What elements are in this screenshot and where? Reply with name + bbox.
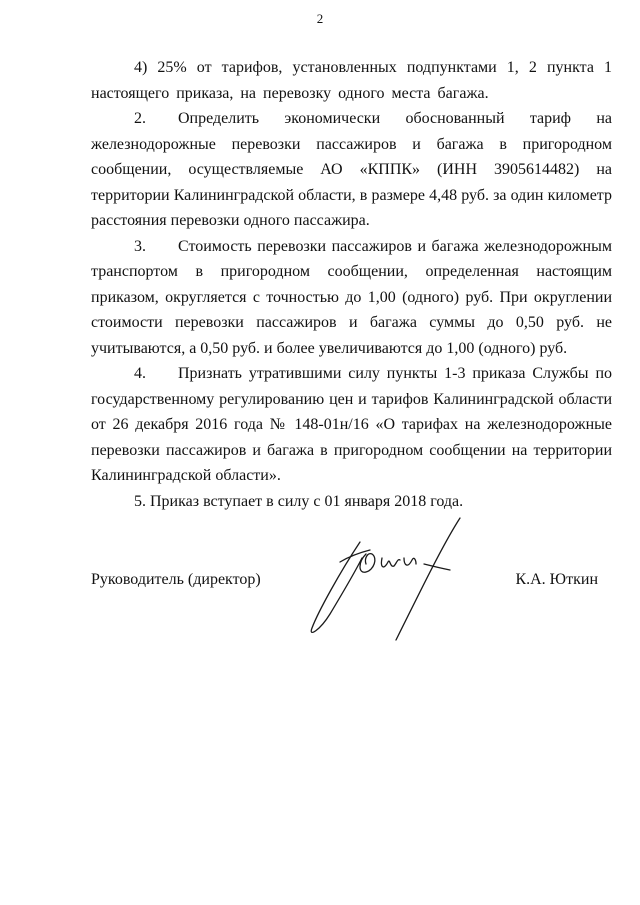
paragraph-tariff-baggage: 4) 25% от тарифов, установленных подпунктами 1, 2 пункта 1 настоящего приказа, на перевозку одного места багажа. [91, 59, 612, 102]
paragraph-rounding-rule: 3. Стоимость перевозки пассажиров и багажа железнодорожным транспортом в пригородном сообщении, определенная настоящим приказом, округляется с точностью до 1,00 (одного) руб. При округлении стоимости перевозки пассажиров и багажа суммы до 0,50 руб. не учитываются, а 0,50 руб. и более увеличиваются до 1,00 (одного) руб. [91, 237, 612, 357]
handwritten-signature [300, 510, 470, 660]
signatory-title: Руководитель (директор) [91, 571, 261, 588]
signatory-name: К.А. Юткин [515, 571, 598, 588]
page-number: 2 [316, 11, 324, 26]
paragraph-repeal: 4. Признать утратившими силу пункты 1-3 приказа Службы по государственному регулированию цен и тарифов Калининградской области от 26 декабря 2016 года № 148-01н/16 «О тарифах на железнодорожные перевозки пассажиров и багажа в пригородном сообщении на территории Калининградской области». [91, 365, 612, 484]
paragraph-economic-tariff: 2. Определить экономически обоснованный тариф на железнодорожные перевозки пассажиров и багажа в пригородном сообщении, осуществляемые АО «КППК» (ИНН 3905614482) на территории Калининградской области, в размере 4,48 руб. за один километр расстояния перевозки одного пассажира. [91, 110, 612, 229]
document-body [91, 55, 612, 514]
paragraph-effective-date: 5. Приказ вступает в силу с 01 января 2018 года. [134, 492, 464, 510]
